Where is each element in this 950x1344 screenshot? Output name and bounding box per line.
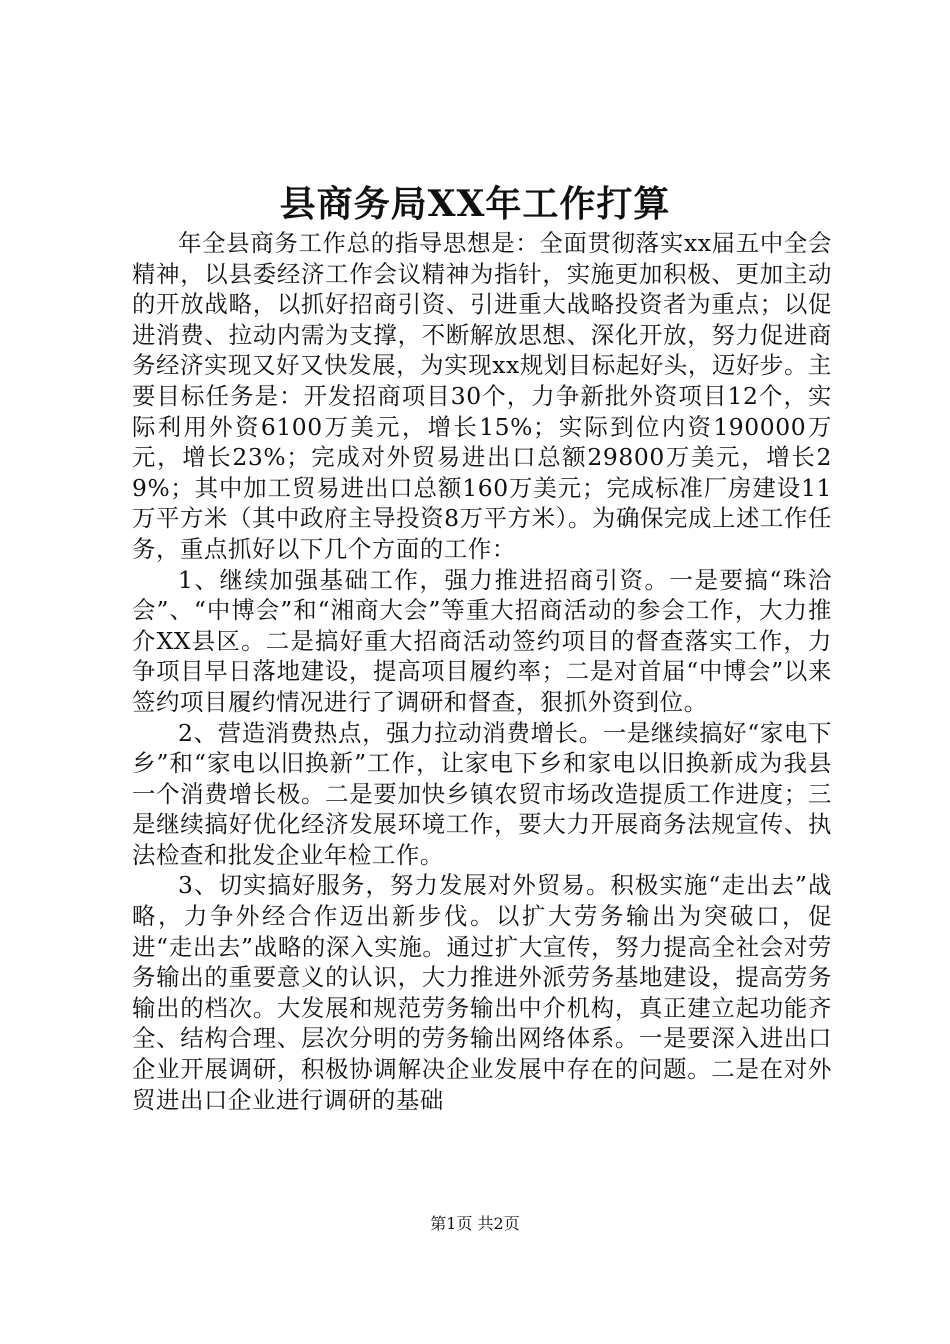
section-2-paragraph: 2、营造消费热点，强力拉动消费增长。一是继续搞好“家电下乡”和“家电以旧换新”工作，让家电下乡和家电以旧换新成为我县一个消费增长极。二是要加快乡镇农贸市场改造提质工作进度；三是继续搞好优化经济发展环境工作，要大力开展商务法规宣传、执法检查和批发企业年检工作。 xyxy=(132,718,832,869)
section-3-paragraph: 3、切实搞好服务，努力发展对外贸易。积极实施“走出去”战略，力争外经合作迈出新步伐。以扩大劳务输出为突破口，促进“走出去”战略的深入实施。通过扩大宣传，努力提高全社会对劳务输出的重要意义的认识，大力推进外派劳务基地建设，提高劳务输出的档次。大发展和规范劳务输出中介机构，真正建立起功能齐全、结构合理、层次分明的劳务输出网络体系。一是要深入进出口企业开展调研，积极协调解决企业发展中存在的问题。二是在对外贸进出口企业进行调研的基础 xyxy=(132,871,832,1114)
document-body xyxy=(132,228,832,1115)
document-title: 县商务局XX年工作打算 xyxy=(279,183,671,225)
intro-paragraph: 年全县商务工作总的指导思想是：全面贯彻落实xx届五中全会精神，以县委经济工作会议精神为指针，实施更加积极、更加主动的开放战略，以抓好招商引资、引进重大战略投资者为重点；以促进消费、拉动内需为支撑，不断解放思想、深化开放，努力促进商务经济实现又好又快发展，为实现xx规划目标起好头，迈好步。主要目标任务是：开发招商项目30个，力争新批外资项目12个，实际利用外资6100万美元，增长15%；实际到位内资190000万元，增长23%；完成对外贸易进出口总额29800万美元，增长29%；其中加工贸易进出口总额160万美元；完成标准厂房建设11万平方米（其中政府主导投资8万平方米）。为确保完成上述工作任务，重点抓好以下几个方面的工作： xyxy=(132,229,832,563)
section-1-paragraph: 1、继续加强基础工作，强力推进招商引资。一是要搞“珠洽会”、“中博会”和“湘商大会”等重大招商活动的参会工作，大力推介XX县区。二是搞好重大招商活动签约项目的督查落实工作，力争项目早日落地建设，提高项目履约率；二是对首届“中博会”以来签约项目履约情况进行了调研和督查，狠抓外资到位。 xyxy=(132,565,832,716)
page-number-footer: 第1页 共2页 xyxy=(430,1214,520,1233)
